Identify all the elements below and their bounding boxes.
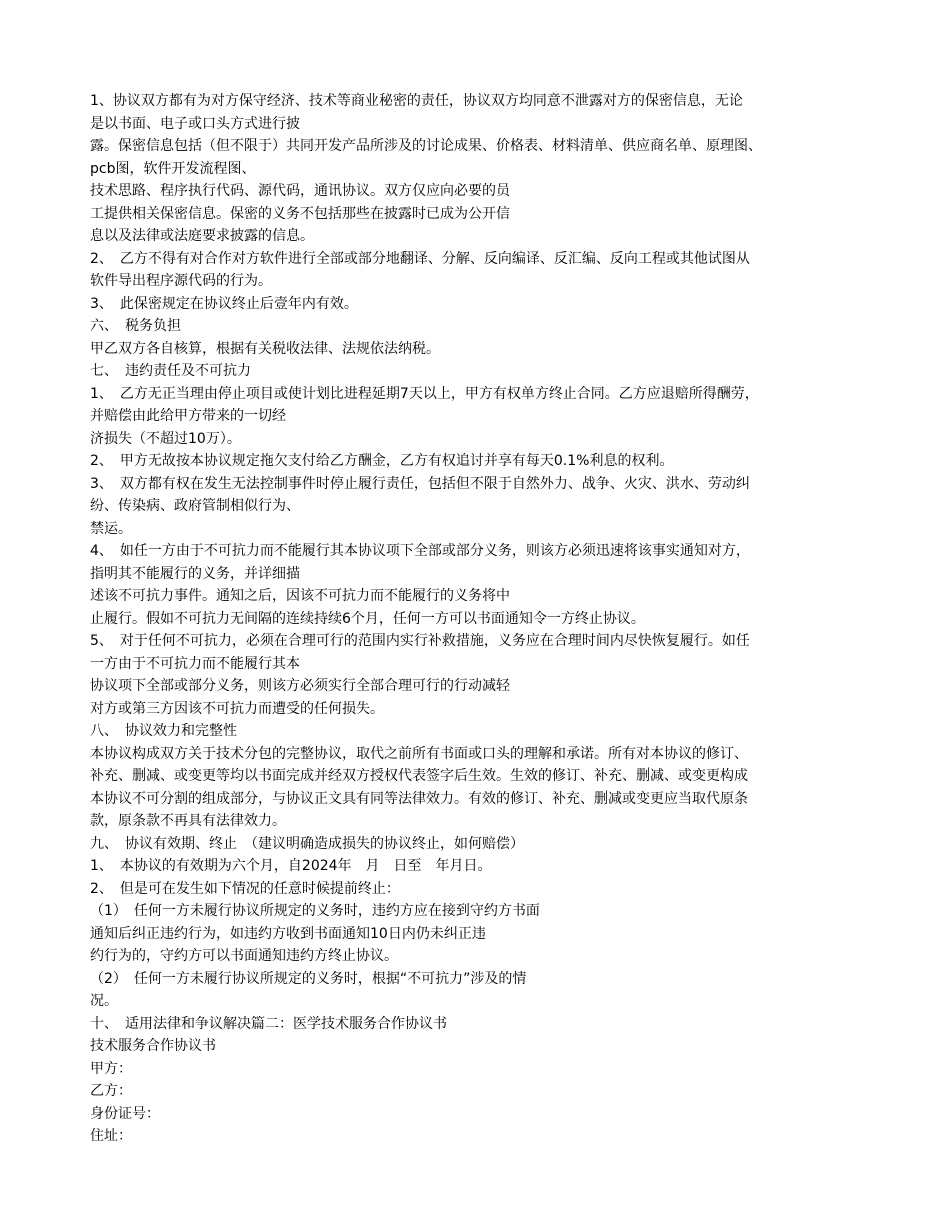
text-line: （1） 任何一方未履行协议所规定的义务时，违约方应在接到守约方书面 [90, 903, 540, 919]
text-line: 技术思路、程序执行代码、源代码，通讯协议。双方仅应向必要的员 [90, 183, 510, 199]
text-line: 1、协议双方都有为对方保守经济、技术等商业秘密的责任，协议双方均同意不泄露对方的保密信息，无论 [90, 93, 743, 109]
text-line: 2、 乙方不得有对合作对方软件进行全部或部分地翻译、分解、反向编译、反汇编、反向工程或其他试图从 [90, 250, 750, 267]
text-line: 3、 双方都有权在发生无法控制事件时停止履行责任，包括但不限于自然外力、战争、火灾、洪水、劳动纠 [90, 475, 750, 492]
address-field: 住址： [90, 1128, 132, 1144]
section-heading: 六、 税务负担 [90, 318, 181, 334]
text-line: 2、 但是可在发生如下情况的任意时候提前终止： [90, 880, 400, 897]
section-heading: 十、 适用法律和争议解决篇二：医学技术服务合作协议书 [90, 1015, 447, 1032]
text-line: 纷、传染病、政府管制相似行为、 [90, 498, 300, 514]
section-heading: 八、 协议效力和完整性 [90, 723, 237, 739]
text-line: 本协议不可分割的组成部分，与协议正文具有同等法律效力。有效的修订、补充、删减或变更应当取代原条 [90, 790, 748, 807]
text-line: 对方或第三方因该不可抗力而遭受的任何损失。 [90, 700, 384, 717]
party-b-field: 乙方： [90, 1083, 132, 1099]
party-a-field: 甲方： [90, 1060, 132, 1077]
document-body [90, 90, 870, 1148]
section-heading: 七、 违约责任及不可抗力 [90, 363, 251, 379]
text-line: 3、 此保密规定在协议终止后壹年内有效。 [90, 295, 358, 312]
text-line: 软件导出程序源代码的行为。 [90, 273, 272, 289]
text-line: 甲乙双方各自核算，根据有关税收法律、法规依法纳税。 [90, 340, 440, 357]
text-line: 指明其不能履行的义务，并详细描 [90, 565, 300, 582]
text-line: 1、 乙方无正当理由停止项目或使计划比进程延期7天以上，甲方有权单方终止合同。乙方应退赔所得酬劳， [90, 385, 759, 402]
text-line: 息以及法律或法庭要求披露的信息。 [90, 228, 314, 244]
text-line: 款，原条款不再具有法律效力。 [90, 813, 286, 829]
text-line: （2） 任何一方未履行协议所规定的义务时，根据“不可抗力”涉及的情 [90, 970, 527, 987]
text-line: 是以书面、电子或口头方式进行披 [90, 115, 300, 132]
text-line: 约行为的，守约方可以书面通知违约方终止协议。 [90, 948, 398, 964]
text-line: 4、 如任一方由于不可抗力而不能履行其本协议项下全部或部分义务，则该方必须迅速将该事实通知对方， [90, 543, 750, 559]
text-line: 露。保密信息包括（但不限于）共同开发产品所涉及的讨论成果、价格表、材料清单、供应商名单、原理图、 [90, 138, 762, 154]
text-line: 2、 甲方无故按本协议规定拖欠支付给乙方酬金，乙方有权追讨并享有每天0.1%利息的权利。 [90, 453, 674, 469]
text-line: 禁运。 [90, 520, 132, 537]
text-line: 并赔偿由此给甲方带来的一切经 [90, 408, 286, 424]
text-line: 1、 本协议的有效期为六个月，自2024年 月 日至 年月日。 [90, 858, 492, 874]
text-line: pcb图，软件开发流程图、 [90, 160, 256, 177]
text-line: 补充、删减、或变更等均以书面完成并经双方授权代表签字后生效。生效的修订、补充、删减、或变更构成 [90, 768, 748, 784]
text-line: 况。 [90, 993, 118, 1009]
text-line: 本协议构成双方关于技术分包的完整协议，取代之前所有书面或口头的理解和承诺。所有对本协议的修订、 [90, 745, 748, 762]
text-line: 协议项下全部或部分义务，则该方必须实行全部合理可行的行动减轻 [90, 678, 510, 694]
text-line: 5、 对于任何不可抗力，必须在合理可行的范围内实行补救措施，义务应在合理时间内尽快恢复履行。如任 [90, 633, 750, 649]
text-line: 济损失（不超过10万）。 [90, 430, 241, 447]
text-line: 工提供相关保密信息。保密的义务不包括那些在披露时已成为公开信 [90, 205, 510, 222]
text-line: 通知后纠正违约行为，如违约方收到书面通知10日内仍未纠正违 [90, 925, 486, 942]
document-title: 技术服务合作协议书 [90, 1038, 216, 1054]
text-line: 止履行。假如不可抗力无间隔的连续持续6个月，任何一方可以书面通知令一方终止协议。 [90, 610, 645, 627]
id-number-field: 身份证号： [90, 1105, 160, 1122]
text-line: 述该不可抗力事件。通知之后，因该不可抗力而不能履行的义务将中 [90, 588, 510, 604]
section-heading: 九、 协议有效期、终止 （建议明确造成损失的协议终止，如何赔偿） [90, 835, 524, 852]
text-line: 一方由于不可抗力而不能履行其本 [90, 655, 300, 672]
